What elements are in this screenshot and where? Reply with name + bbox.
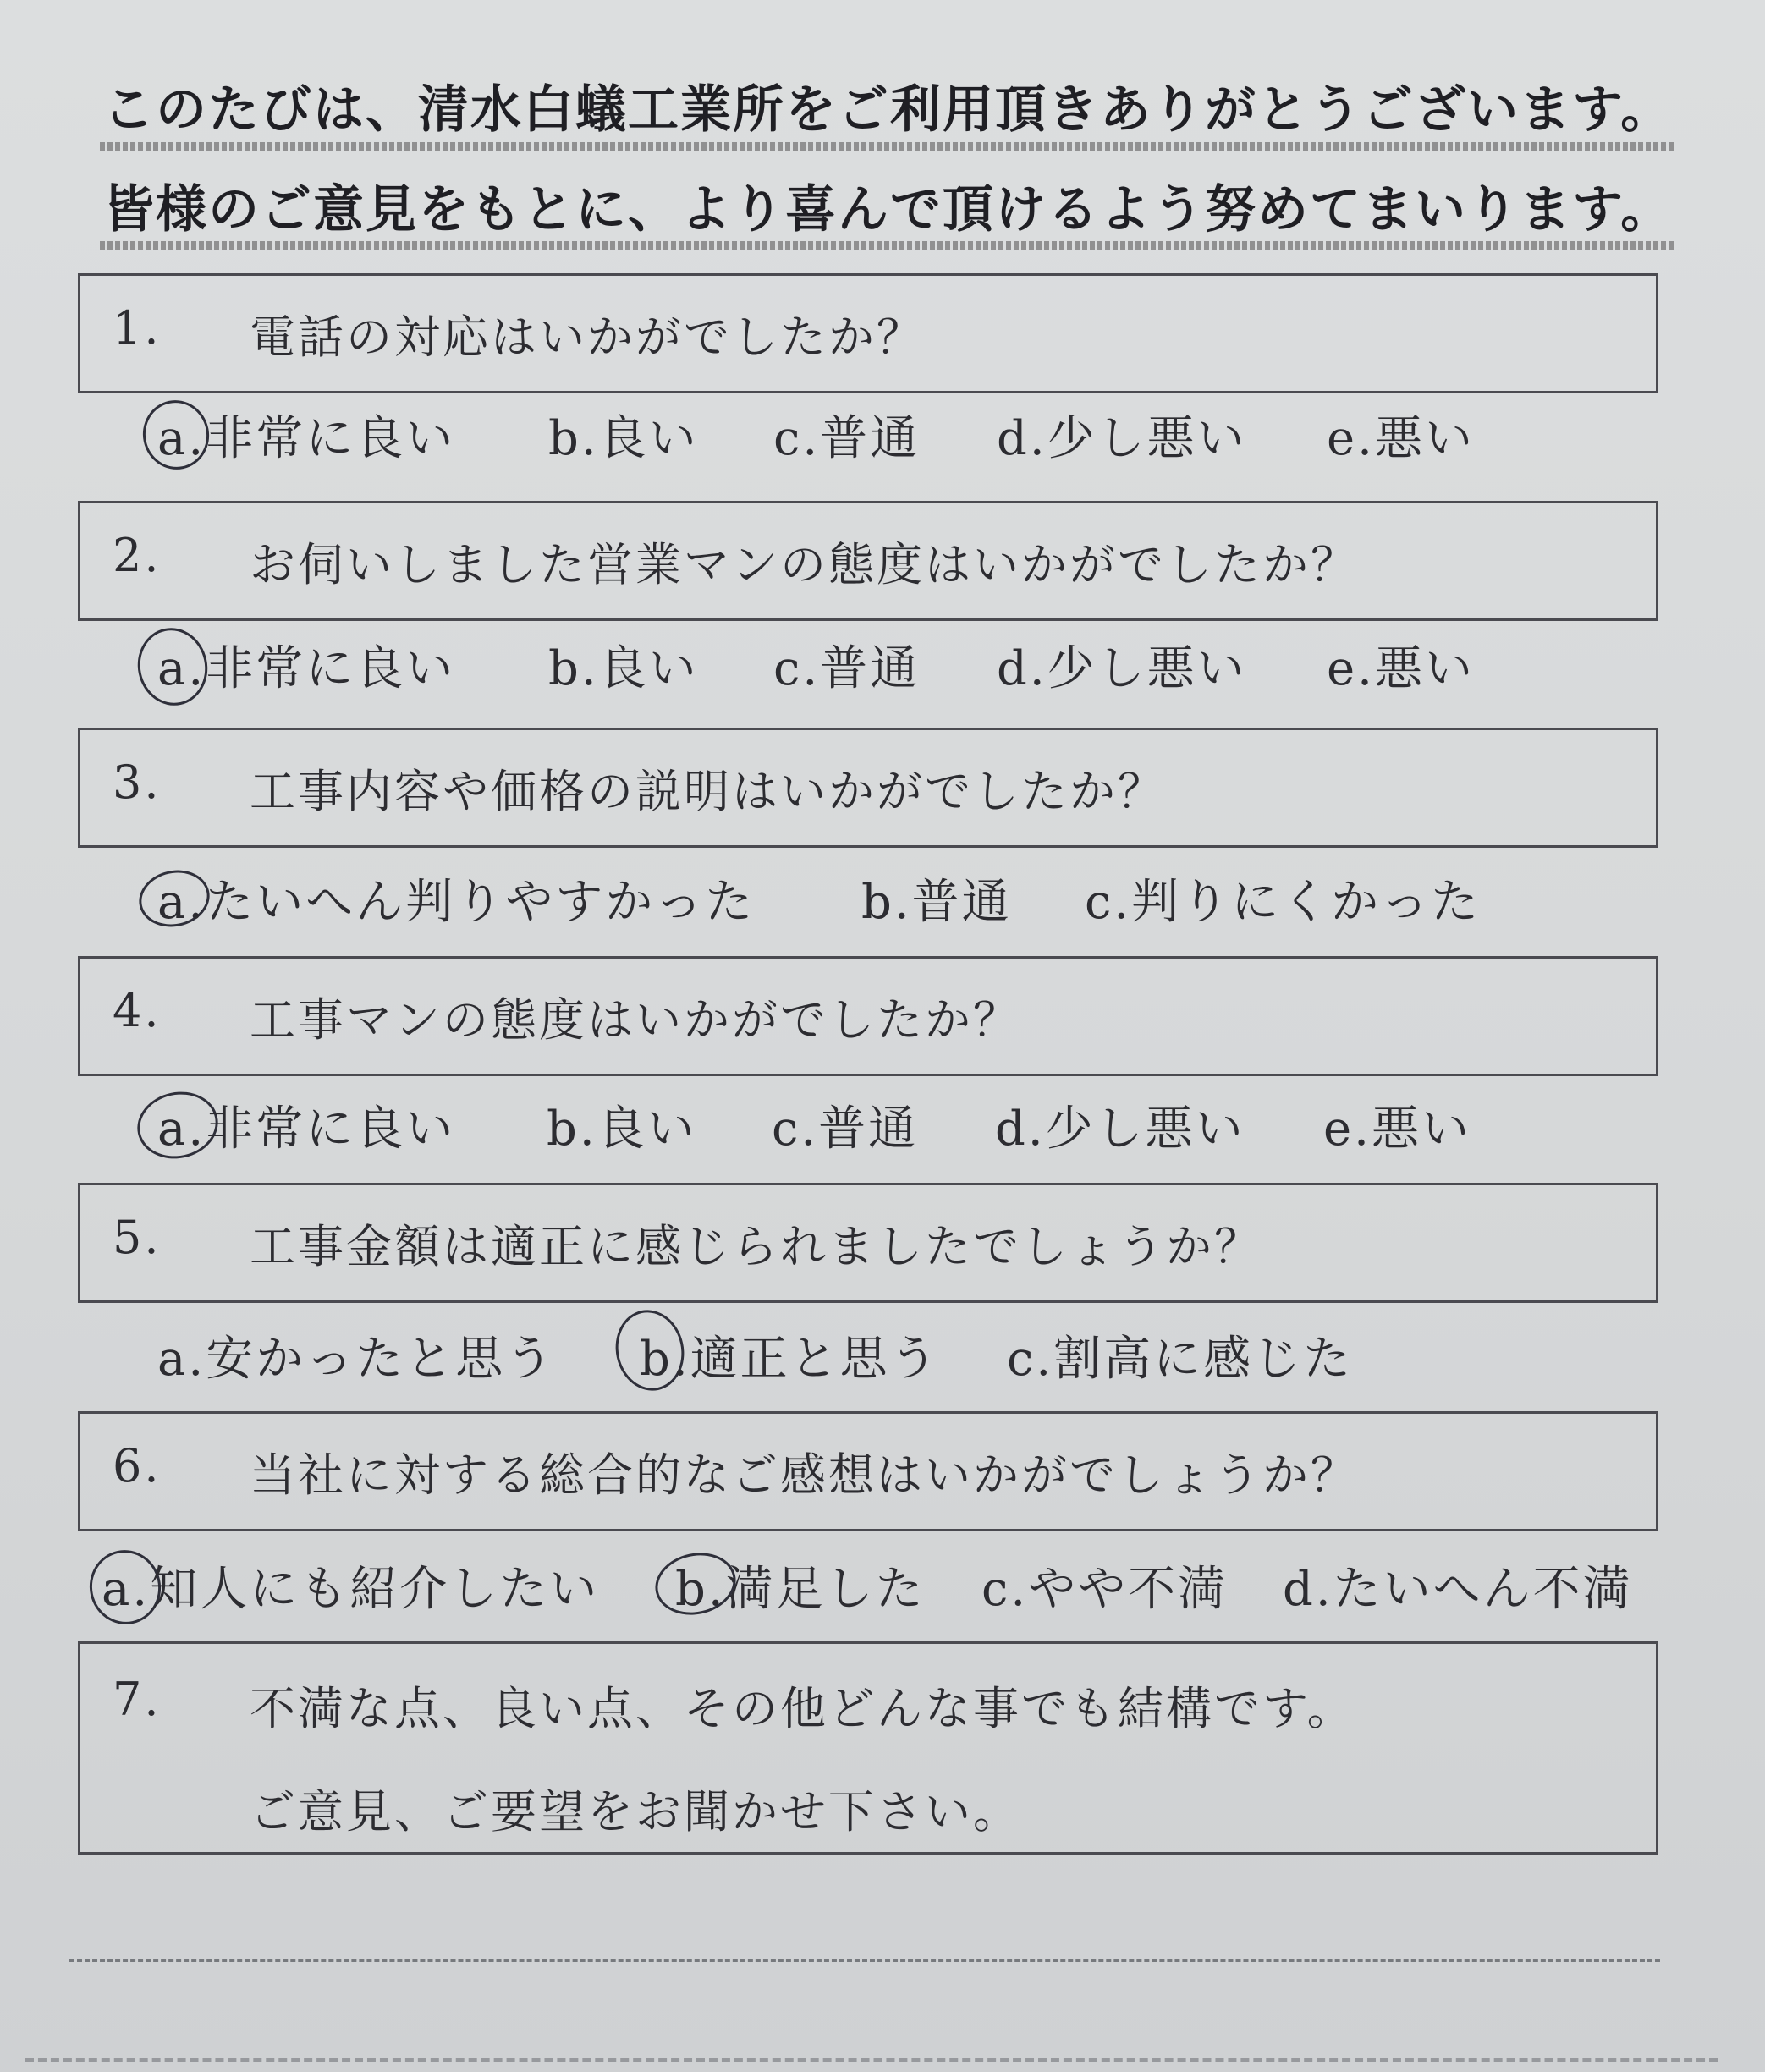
question-2-box	[78, 501, 1658, 621]
intro-line-1: このたびは、清水白蟻工業所をご利用頂きありがとうございます。	[103, 80, 1674, 140]
question-text: 当社に対する総合的なご感想はいかがでしょうか？	[250, 1448, 1359, 1502]
option-c[interactable]: c.やや不満	[981, 1562, 1229, 1617]
option-a[interactable]: a.知人にも紹介したい	[102, 1562, 600, 1617]
comment-line-2	[25, 2058, 1718, 2062]
question-text: 工事内容や価格の説明はいかがでしたか？	[250, 765, 1166, 818]
question-text: 工事金額は適正に感じられましたでしょうか？	[250, 1220, 1262, 1273]
option-d[interactable]: d.たいへん不満	[1283, 1562, 1633, 1617]
question-number: 5.	[113, 1211, 162, 1264]
comment-line	[69, 1959, 1660, 1962]
question-number: 3.	[113, 756, 162, 809]
question-5-box	[78, 1183, 1658, 1303]
option-b[interactable]: b.良い	[547, 1102, 697, 1157]
option-b[interactable]: b.適正と思う	[640, 1332, 940, 1387]
intro-underline-2	[100, 241, 1674, 250]
question-text: お伺いしました営業マンの態度はいかがでしたか？	[250, 538, 1359, 591]
comment-area[interactable]	[69, 1870, 1660, 1946]
option-d[interactable]: d.少し悪い	[997, 641, 1247, 696]
question-7-box	[78, 1641, 1658, 1855]
option-c[interactable]: c.割高に感じた	[1007, 1332, 1354, 1387]
option-c[interactable]: c.普通	[773, 641, 921, 696]
question-1-box	[78, 273, 1658, 393]
intro-underline-1	[100, 142, 1674, 151]
question-4-options	[0, 1090, 1765, 1166]
intro-line-2: 皆様のご意見をもとに、より喜んで頂けるよう努めてまいります。	[103, 180, 1674, 239]
option-b[interactable]: b.普通	[861, 875, 1012, 930]
question-number: 2.	[113, 529, 162, 582]
option-c[interactable]: c.普通	[772, 1102, 919, 1157]
question-text-line-2: ご意見、ご要望をお聞かせ下さい。	[250, 1785, 1021, 1838]
option-a[interactable]: a.安かったと思う	[157, 1332, 556, 1387]
question-6-options	[0, 1547, 1765, 1623]
option-e[interactable]: e.悪い	[1327, 411, 1475, 466]
question-4-box	[78, 956, 1658, 1076]
question-3-box	[78, 728, 1658, 848]
question-number: 6.	[113, 1439, 162, 1492]
option-e[interactable]: e.悪い	[1327, 641, 1475, 696]
question-number: 1.	[113, 301, 162, 354]
option-a[interactable]: a.たいへん判りやすかった	[157, 875, 756, 930]
question-3-options	[0, 861, 1765, 937]
question-5-options	[0, 1318, 1765, 1394]
option-a[interactable]: a.非常に良い	[157, 1102, 456, 1157]
question-text: 不満な点、良い点、その他どんな事でも結構です。	[250, 1682, 1355, 1735]
question-text: 工事マンの態度はいかがでしたか？	[250, 993, 1021, 1047]
option-e[interactable]: e.悪い	[1323, 1102, 1471, 1157]
option-c[interactable]: c.判りにくかった	[1085, 875, 1482, 930]
question-6-box	[78, 1411, 1658, 1531]
option-d[interactable]: d.少し悪い	[995, 1102, 1245, 1157]
question-2-options	[0, 628, 1765, 704]
question-number: 7.	[113, 1673, 162, 1726]
option-a[interactable]: a.非常に良い	[157, 641, 456, 696]
option-c[interactable]: c.普通	[773, 411, 921, 466]
question-1-options	[0, 399, 1765, 475]
option-b[interactable]: b.良い	[548, 411, 699, 466]
question-number: 4.	[113, 984, 162, 1037]
option-b[interactable]: b.満足した	[675, 1562, 926, 1617]
option-d[interactable]: d.少し悪い	[997, 411, 1247, 466]
option-b[interactable]: b.良い	[548, 641, 699, 696]
option-a[interactable]: a.非常に良い	[157, 411, 456, 466]
question-text: 電話の対応はいかがでしたか？	[250, 311, 925, 364]
